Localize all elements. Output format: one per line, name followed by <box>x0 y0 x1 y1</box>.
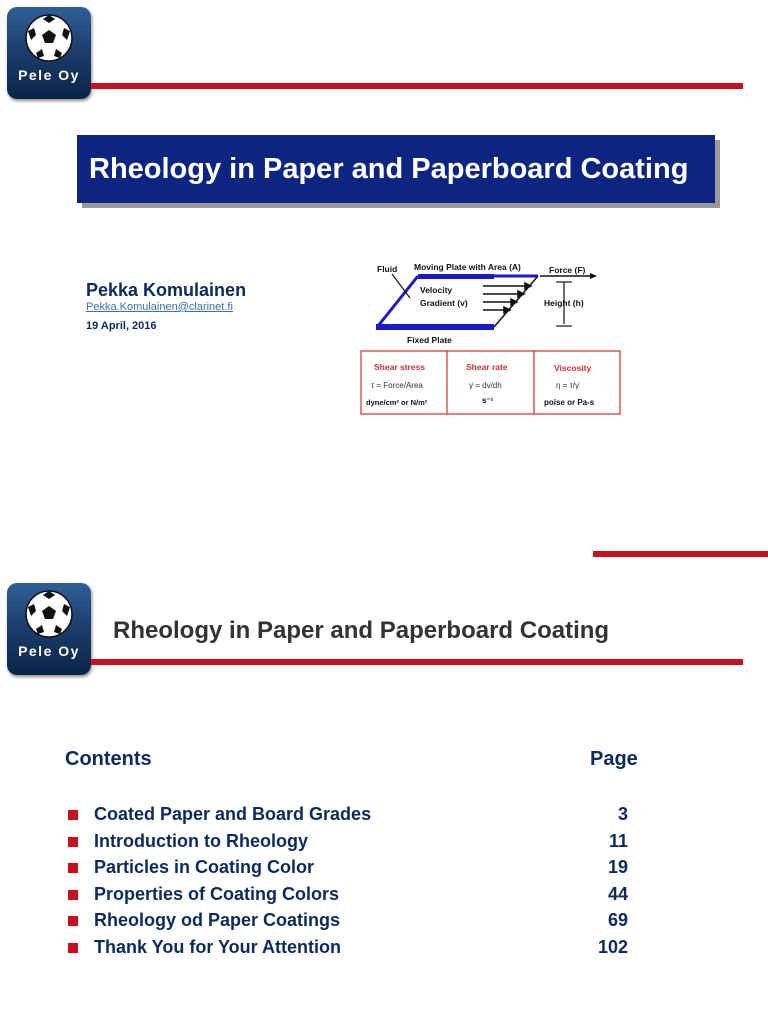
table-unit: dyne/cm² or N/m² <box>366 398 428 407</box>
slide-title: Rheology in Paper and Paperboard Coating <box>113 617 610 644</box>
toc-item-page: 19 <box>607 857 628 877</box>
presentation-title: Rheology in Paper and Paperboard Coating <box>89 153 689 185</box>
force-label: Force (F) <box>549 265 586 275</box>
table-of-contents <box>66 804 636 963</box>
toc-item-label: Thank You for Your Attention <box>94 936 341 957</box>
toc-item[interactable] <box>66 884 636 911</box>
force-arrow-head <box>590 273 597 279</box>
toc-item-page: 69 <box>607 910 628 930</box>
velocity-arrows <box>483 283 531 313</box>
soccer-ball-icon <box>24 589 74 639</box>
contents-heading: Contents <box>65 748 152 770</box>
logo-text: Pele Oy <box>18 643 80 659</box>
page-heading: Page <box>590 748 638 770</box>
square-bullet-icon <box>68 863 78 873</box>
square-bullet-icon <box>68 890 78 900</box>
table-unit: poise or Pa-s <box>544 398 595 407</box>
toc-item-page: 11 <box>608 830 628 851</box>
table-formula: τ = Force/Area <box>371 381 423 390</box>
logo-text: Pele Oy <box>18 67 80 83</box>
author-email-link[interactable]: Pekka.Komulainen@clarinet.fi <box>86 301 233 313</box>
toc-item-page: 3 <box>617 804 628 824</box>
table-formula: γ̇ = dv/dh <box>469 381 502 390</box>
table-unit: s⁻¹ <box>482 396 494 405</box>
fluid-edge-left <box>378 276 418 326</box>
author-name: Pekka Komulainen <box>86 280 247 300</box>
square-bullet-icon <box>68 916 78 926</box>
toc-item-label: Particles in Coating Color <box>94 857 315 877</box>
slide-separator <box>593 551 768 557</box>
header-divider <box>91 659 743 665</box>
fluid-pointer <box>392 274 410 298</box>
square-bullet-icon <box>68 810 78 820</box>
toc-item-label: Coated Paper and Board Grades <box>94 804 372 824</box>
presentation-date: 19 April, 2016 <box>86 320 157 332</box>
company-logo <box>7 583 91 675</box>
toc-item[interactable] <box>66 910 636 937</box>
toc-item-label: Properties of Coating Colors <box>94 883 340 904</box>
toc-item-page: 102 <box>597 936 628 957</box>
soccer-ball-icon <box>24 13 74 63</box>
shear-flow-diagram <box>358 258 626 418</box>
velocity-label: Velocity <box>420 285 453 295</box>
header-divider <box>91 83 743 89</box>
toc-item-label: Introduction to Rheology <box>94 830 308 851</box>
table-header: Shear stress <box>374 362 426 372</box>
toc-item[interactable] <box>66 804 636 831</box>
toc-item-label: Rheology od Paper Coatings <box>94 910 341 930</box>
gradient-label: Gradient (v) <box>420 298 468 308</box>
table-header: Shear rate <box>466 362 508 372</box>
company-logo <box>7 7 91 99</box>
square-bullet-icon <box>68 943 78 953</box>
square-bullet-icon <box>68 837 78 847</box>
toc-item[interactable] <box>66 831 636 858</box>
moving-plate <box>418 274 494 279</box>
moving-plate-label: Moving Plate with Area (A) <box>414 262 521 272</box>
toc-item[interactable] <box>66 937 636 964</box>
table-formula: η = τ/γ̇ <box>556 381 579 390</box>
title-banner <box>77 135 715 203</box>
height-label: Height (h) <box>544 298 584 308</box>
toc-item-page: 44 <box>607 883 628 904</box>
table-header: Viscosity <box>554 363 592 373</box>
toc-item[interactable] <box>66 857 636 884</box>
fluid-label: Fluid <box>377 264 398 274</box>
fixed-plate-label: Fixed Plate <box>407 335 452 345</box>
rheology-table <box>361 351 620 414</box>
fixed-plate <box>376 324 494 330</box>
